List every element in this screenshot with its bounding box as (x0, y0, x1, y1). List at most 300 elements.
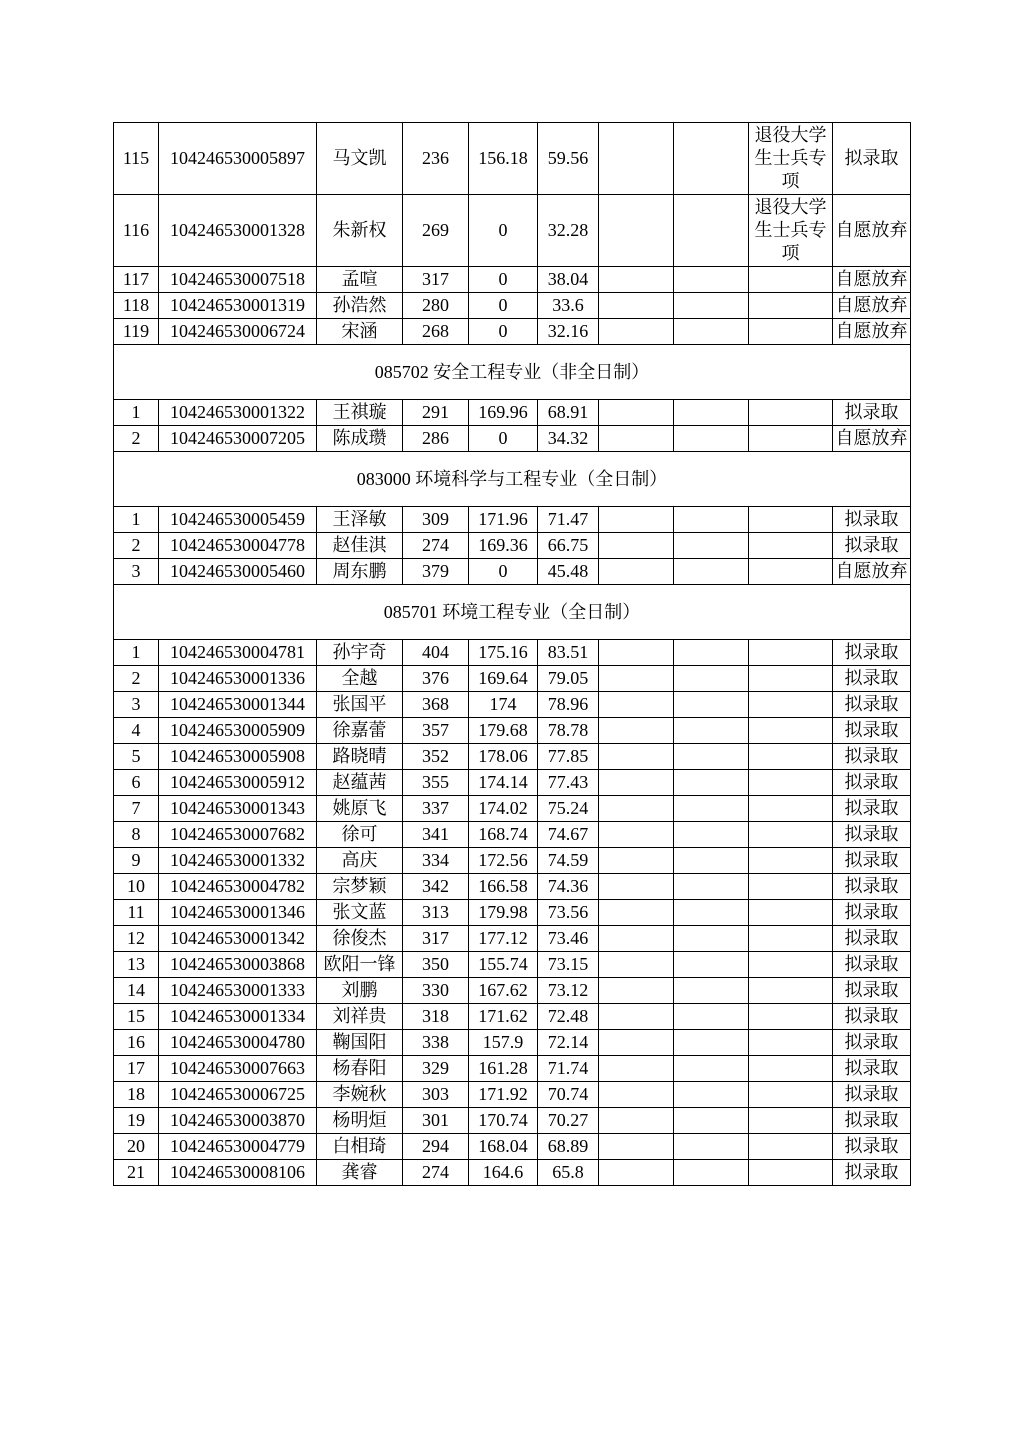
cell-seq: 3 (114, 559, 159, 585)
cell-special-program: 退役大学生士兵专项 (749, 123, 833, 195)
cell-special-program (749, 1082, 833, 1108)
cell-admission-status: 拟录取 (833, 744, 911, 770)
cell-empty-1 (599, 123, 674, 195)
cell-special-program (749, 666, 833, 692)
cell-name: 赵佳淇 (317, 533, 403, 559)
table-row (114, 848, 911, 874)
cell-initial-score: 236 (403, 123, 469, 195)
cell-weighted-score: 65.8 (538, 1160, 599, 1186)
cell-name: 王祺璇 (317, 400, 403, 426)
table-row (114, 770, 911, 796)
cell-weighted-score: 74.59 (538, 848, 599, 874)
cell-initial-score: 352 (403, 744, 469, 770)
cell-weighted-score: 77.85 (538, 744, 599, 770)
table-row (114, 559, 911, 585)
cell-retest-score: 174 (469, 692, 538, 718)
cell-retest-score: 171.96 (469, 507, 538, 533)
cell-exam-number: 104246530007205 (159, 426, 317, 452)
table-row (114, 718, 911, 744)
cell-special-program (749, 319, 833, 345)
cell-name: 杨春阳 (317, 1056, 403, 1082)
cell-retest-score: 169.64 (469, 666, 538, 692)
cell-exam-number: 104246530005912 (159, 770, 317, 796)
cell-exam-number: 104246530001332 (159, 848, 317, 874)
cell-retest-score: 0 (469, 293, 538, 319)
cell-name: 刘鹏 (317, 978, 403, 1004)
cell-exam-number: 104246530001336 (159, 666, 317, 692)
cell-name: 白相琦 (317, 1134, 403, 1160)
table-body (114, 123, 911, 1186)
cell-name: 龚睿 (317, 1160, 403, 1186)
cell-admission-status: 拟录取 (833, 874, 911, 900)
table-row (114, 978, 911, 1004)
cell-weighted-score: 32.28 (538, 195, 599, 267)
cell-seq: 119 (114, 319, 159, 345)
cell-seq: 1 (114, 400, 159, 426)
cell-admission-status: 拟录取 (833, 1134, 911, 1160)
cell-initial-score: 350 (403, 952, 469, 978)
cell-empty-1 (599, 744, 674, 770)
cell-empty-1 (599, 926, 674, 952)
cell-weighted-score: 77.43 (538, 770, 599, 796)
cell-admission-status: 拟录取 (833, 1160, 911, 1186)
cell-special-program (749, 822, 833, 848)
cell-weighted-score: 72.48 (538, 1004, 599, 1030)
cell-special-program (749, 718, 833, 744)
cell-special-program (749, 426, 833, 452)
cell-weighted-score: 75.24 (538, 796, 599, 822)
table-row (114, 123, 911, 195)
table-row (114, 640, 911, 666)
table-row (114, 796, 911, 822)
cell-admission-status: 拟录取 (833, 123, 911, 195)
cell-admission-status: 拟录取 (833, 666, 911, 692)
cell-name: 赵蕴茜 (317, 770, 403, 796)
cell-special-program (749, 692, 833, 718)
cell-weighted-score: 74.36 (538, 874, 599, 900)
table-row (114, 507, 911, 533)
cell-special-program: 退役大学生士兵专项 (749, 195, 833, 267)
cell-name: 宋涵 (317, 319, 403, 345)
cell-initial-score: 379 (403, 559, 469, 585)
cell-seq: 13 (114, 952, 159, 978)
cell-empty-1 (599, 952, 674, 978)
cell-empty-1 (599, 1056, 674, 1082)
cell-retest-score: 0 (469, 426, 538, 452)
cell-name: 高庆 (317, 848, 403, 874)
cell-empty-2 (674, 848, 749, 874)
cell-retest-score: 157.9 (469, 1030, 538, 1056)
cell-name: 周东鹏 (317, 559, 403, 585)
cell-initial-score: 291 (403, 400, 469, 426)
cell-exam-number: 104246530001346 (159, 900, 317, 926)
cell-initial-score: 309 (403, 507, 469, 533)
cell-name: 全越 (317, 666, 403, 692)
cell-name: 刘祥贵 (317, 1004, 403, 1030)
table-row (114, 692, 911, 718)
cell-name: 李婉秋 (317, 1082, 403, 1108)
cell-admission-status: 拟录取 (833, 952, 911, 978)
cell-retest-score: 0 (469, 195, 538, 267)
cell-exam-number: 104246530008106 (159, 1160, 317, 1186)
section-header-row (114, 345, 911, 400)
cell-empty-2 (674, 874, 749, 900)
cell-retest-score: 172.56 (469, 848, 538, 874)
cell-exam-number: 104246530003870 (159, 1108, 317, 1134)
cell-name: 徐嘉蕾 (317, 718, 403, 744)
cell-seq: 14 (114, 978, 159, 1004)
cell-empty-2 (674, 718, 749, 744)
cell-name: 孟喧 (317, 267, 403, 293)
cell-empty-2 (674, 900, 749, 926)
cell-seq: 1 (114, 507, 159, 533)
cell-admission-status: 拟录取 (833, 1030, 911, 1056)
cell-empty-2 (674, 1108, 749, 1134)
cell-empty-2 (674, 533, 749, 559)
cell-weighted-score: 66.75 (538, 533, 599, 559)
section-header-row (114, 585, 911, 640)
cell-weighted-score: 78.78 (538, 718, 599, 744)
cell-empty-2 (674, 1082, 749, 1108)
cell-weighted-score: 70.27 (538, 1108, 599, 1134)
cell-empty-2 (674, 1030, 749, 1056)
cell-initial-score: 338 (403, 1030, 469, 1056)
cell-admission-status: 拟录取 (833, 1108, 911, 1134)
cell-name: 徐可 (317, 822, 403, 848)
cell-exam-number: 104246530001328 (159, 195, 317, 267)
cell-retest-score: 169.96 (469, 400, 538, 426)
cell-retest-score: 169.36 (469, 533, 538, 559)
cell-weighted-score: 45.48 (538, 559, 599, 585)
cell-retest-score: 156.18 (469, 123, 538, 195)
table-row (114, 195, 911, 267)
cell-retest-score: 168.74 (469, 822, 538, 848)
cell-weighted-score: 71.74 (538, 1056, 599, 1082)
cell-seq: 2 (114, 533, 159, 559)
cell-empty-2 (674, 822, 749, 848)
cell-special-program (749, 770, 833, 796)
table-row (114, 1108, 911, 1134)
cell-exam-number: 104246530007518 (159, 267, 317, 293)
cell-initial-score: 334 (403, 848, 469, 874)
cell-empty-2 (674, 666, 749, 692)
cell-initial-score: 303 (403, 1082, 469, 1108)
cell-retest-score: 0 (469, 559, 538, 585)
cell-initial-score: 269 (403, 195, 469, 267)
cell-admission-status: 拟录取 (833, 640, 911, 666)
cell-exam-number: 104246530005460 (159, 559, 317, 585)
cell-admission-status: 拟录取 (833, 822, 911, 848)
cell-initial-score: 280 (403, 293, 469, 319)
cell-seq: 9 (114, 848, 159, 874)
table-row (114, 1082, 911, 1108)
cell-weighted-score: 74.67 (538, 822, 599, 848)
cell-admission-status: 自愿放弃 (833, 267, 911, 293)
cell-exam-number: 104246530001342 (159, 926, 317, 952)
cell-name: 路晓晴 (317, 744, 403, 770)
cell-initial-score: 301 (403, 1108, 469, 1134)
cell-admission-status: 拟录取 (833, 848, 911, 874)
cell-seq: 8 (114, 822, 159, 848)
table-row (114, 666, 911, 692)
cell-special-program (749, 1160, 833, 1186)
cell-empty-2 (674, 507, 749, 533)
cell-empty-1 (599, 1134, 674, 1160)
cell-name: 徐俊杰 (317, 926, 403, 952)
cell-empty-1 (599, 1082, 674, 1108)
cell-special-program (749, 267, 833, 293)
table-row (114, 926, 911, 952)
cell-exam-number: 104246530004779 (159, 1134, 317, 1160)
cell-exam-number: 104246530005897 (159, 123, 317, 195)
cell-exam-number: 104246530006724 (159, 319, 317, 345)
cell-exam-number: 104246530001343 (159, 796, 317, 822)
cell-admission-status: 拟录取 (833, 400, 911, 426)
cell-seq: 20 (114, 1134, 159, 1160)
cell-empty-2 (674, 926, 749, 952)
cell-initial-score: 357 (403, 718, 469, 744)
cell-initial-score: 368 (403, 692, 469, 718)
cell-empty-1 (599, 666, 674, 692)
cell-weighted-score: 73.46 (538, 926, 599, 952)
cell-retest-score: 179.98 (469, 900, 538, 926)
cell-empty-1 (599, 848, 674, 874)
cell-admission-status: 拟录取 (833, 692, 911, 718)
cell-retest-score: 170.74 (469, 1108, 538, 1134)
cell-weighted-score: 83.51 (538, 640, 599, 666)
cell-admission-status: 自愿放弃 (833, 293, 911, 319)
cell-name: 孙宇奇 (317, 640, 403, 666)
cell-admission-status: 拟录取 (833, 533, 911, 559)
cell-special-program (749, 926, 833, 952)
cell-special-program (749, 978, 833, 1004)
cell-weighted-score: 73.12 (538, 978, 599, 1004)
cell-retest-score: 164.6 (469, 1160, 538, 1186)
cell-empty-2 (674, 1056, 749, 1082)
cell-special-program (749, 640, 833, 666)
cell-seq: 2 (114, 426, 159, 452)
cell-initial-score: 376 (403, 666, 469, 692)
cell-exam-number: 104246530003868 (159, 952, 317, 978)
cell-empty-1 (599, 533, 674, 559)
cell-name: 张国平 (317, 692, 403, 718)
cell-exam-number: 104246530007682 (159, 822, 317, 848)
cell-exam-number: 104246530005909 (159, 718, 317, 744)
cell-empty-2 (674, 952, 749, 978)
cell-seq: 7 (114, 796, 159, 822)
cell-special-program (749, 400, 833, 426)
cell-exam-number: 104246530004782 (159, 874, 317, 900)
cell-weighted-score: 34.32 (538, 426, 599, 452)
cell-initial-score: 404 (403, 640, 469, 666)
cell-admission-status: 拟录取 (833, 1004, 911, 1030)
table-row (114, 1030, 911, 1056)
cell-empty-2 (674, 1004, 749, 1030)
cell-special-program (749, 952, 833, 978)
cell-empty-1 (599, 1108, 674, 1134)
cell-retest-score: 178.06 (469, 744, 538, 770)
cell-admission-status: 自愿放弃 (833, 319, 911, 345)
cell-empty-1 (599, 426, 674, 452)
cell-seq: 21 (114, 1160, 159, 1186)
cell-seq: 17 (114, 1056, 159, 1082)
cell-empty-1 (599, 770, 674, 796)
cell-special-program (749, 744, 833, 770)
cell-admission-status: 拟录取 (833, 926, 911, 952)
cell-empty-1 (599, 1030, 674, 1056)
cell-initial-score: 274 (403, 1160, 469, 1186)
cell-empty-2 (674, 692, 749, 718)
cell-initial-score: 286 (403, 426, 469, 452)
cell-special-program (749, 293, 833, 319)
cell-admission-status: 拟录取 (833, 718, 911, 744)
cell-exam-number: 104246530001344 (159, 692, 317, 718)
cell-seq: 15 (114, 1004, 159, 1030)
cell-admission-status: 拟录取 (833, 900, 911, 926)
cell-name: 姚原飞 (317, 796, 403, 822)
cell-exam-number: 104246530001322 (159, 400, 317, 426)
cell-empty-1 (599, 559, 674, 585)
cell-retest-score: 155.74 (469, 952, 538, 978)
cell-initial-score: 341 (403, 822, 469, 848)
cell-empty-2 (674, 744, 749, 770)
cell-seq: 10 (114, 874, 159, 900)
cell-empty-1 (599, 796, 674, 822)
table-row (114, 319, 911, 345)
cell-seq: 116 (114, 195, 159, 267)
cell-weighted-score: 79.05 (538, 666, 599, 692)
table-row (114, 533, 911, 559)
cell-empty-1 (599, 267, 674, 293)
section-header-label: 083000 环境科学与工程专业（全日制） (114, 452, 911, 507)
cell-name: 马文凯 (317, 123, 403, 195)
cell-seq: 6 (114, 770, 159, 796)
table-row (114, 1134, 911, 1160)
cell-seq: 18 (114, 1082, 159, 1108)
cell-weighted-score: 68.89 (538, 1134, 599, 1160)
cell-admission-status: 自愿放弃 (833, 195, 911, 267)
table-row (114, 293, 911, 319)
cell-exam-number: 104246530007663 (159, 1056, 317, 1082)
cell-special-program (749, 1030, 833, 1056)
admission-table (113, 122, 911, 1186)
cell-name: 孙浩然 (317, 293, 403, 319)
cell-empty-2 (674, 640, 749, 666)
cell-empty-2 (674, 195, 749, 267)
cell-empty-2 (674, 400, 749, 426)
cell-exam-number: 104246530004780 (159, 1030, 317, 1056)
cell-initial-score: 317 (403, 267, 469, 293)
table-row (114, 952, 911, 978)
cell-initial-score: 274 (403, 533, 469, 559)
cell-retest-score: 179.68 (469, 718, 538, 744)
cell-initial-score: 355 (403, 770, 469, 796)
cell-weighted-score: 73.56 (538, 900, 599, 926)
cell-initial-score: 318 (403, 1004, 469, 1030)
cell-seq: 12 (114, 926, 159, 952)
cell-weighted-score: 38.04 (538, 267, 599, 293)
cell-special-program (749, 1108, 833, 1134)
cell-weighted-score: 59.56 (538, 123, 599, 195)
cell-retest-score: 0 (469, 319, 538, 345)
cell-empty-1 (599, 978, 674, 1004)
cell-retest-score: 168.04 (469, 1134, 538, 1160)
cell-special-program (749, 533, 833, 559)
cell-empty-1 (599, 1004, 674, 1030)
table-row (114, 1160, 911, 1186)
cell-exam-number: 104246530001319 (159, 293, 317, 319)
cell-weighted-score: 71.47 (538, 507, 599, 533)
cell-exam-number: 104246530001333 (159, 978, 317, 1004)
cell-empty-2 (674, 978, 749, 1004)
cell-seq: 11 (114, 900, 159, 926)
cell-name: 朱新权 (317, 195, 403, 267)
cell-admission-status: 拟录取 (833, 796, 911, 822)
section-header-label: 085702 安全工程专业（非全日制） (114, 345, 911, 400)
cell-seq: 118 (114, 293, 159, 319)
cell-exam-number: 104246530004781 (159, 640, 317, 666)
cell-retest-score: 177.12 (469, 926, 538, 952)
cell-special-program (749, 796, 833, 822)
table-row (114, 267, 911, 293)
cell-initial-score: 342 (403, 874, 469, 900)
cell-name: 宗梦颖 (317, 874, 403, 900)
cell-empty-1 (599, 507, 674, 533)
cell-initial-score: 313 (403, 900, 469, 926)
cell-seq: 1 (114, 640, 159, 666)
table-row (114, 744, 911, 770)
cell-admission-status: 拟录取 (833, 1082, 911, 1108)
cell-empty-1 (599, 900, 674, 926)
cell-special-program (749, 900, 833, 926)
cell-retest-score: 171.92 (469, 1082, 538, 1108)
cell-seq: 4 (114, 718, 159, 744)
cell-special-program (749, 559, 833, 585)
cell-retest-score: 174.14 (469, 770, 538, 796)
cell-admission-status: 自愿放弃 (833, 426, 911, 452)
cell-empty-2 (674, 770, 749, 796)
table-row (114, 822, 911, 848)
cell-name: 张文蓝 (317, 900, 403, 926)
cell-empty-1 (599, 692, 674, 718)
cell-admission-status: 自愿放弃 (833, 559, 911, 585)
section-header-label: 085701 环境工程专业（全日制） (114, 585, 911, 640)
cell-admission-status: 拟录取 (833, 507, 911, 533)
cell-special-program (749, 1134, 833, 1160)
cell-empty-2 (674, 559, 749, 585)
cell-seq: 3 (114, 692, 159, 718)
cell-admission-status: 拟录取 (833, 978, 911, 1004)
cell-empty-2 (674, 1160, 749, 1186)
cell-weighted-score: 78.96 (538, 692, 599, 718)
section-header-row (114, 452, 911, 507)
table-row (114, 1004, 911, 1030)
cell-seq: 19 (114, 1108, 159, 1134)
cell-initial-score: 268 (403, 319, 469, 345)
cell-exam-number: 104246530001334 (159, 1004, 317, 1030)
cell-empty-1 (599, 874, 674, 900)
cell-seq: 117 (114, 267, 159, 293)
cell-retest-score: 175.16 (469, 640, 538, 666)
table-row (114, 400, 911, 426)
cell-empty-1 (599, 400, 674, 426)
cell-exam-number: 104246530005908 (159, 744, 317, 770)
cell-empty-1 (599, 195, 674, 267)
cell-initial-score: 330 (403, 978, 469, 1004)
cell-seq: 16 (114, 1030, 159, 1056)
cell-special-program (749, 1056, 833, 1082)
cell-admission-status: 拟录取 (833, 1056, 911, 1082)
